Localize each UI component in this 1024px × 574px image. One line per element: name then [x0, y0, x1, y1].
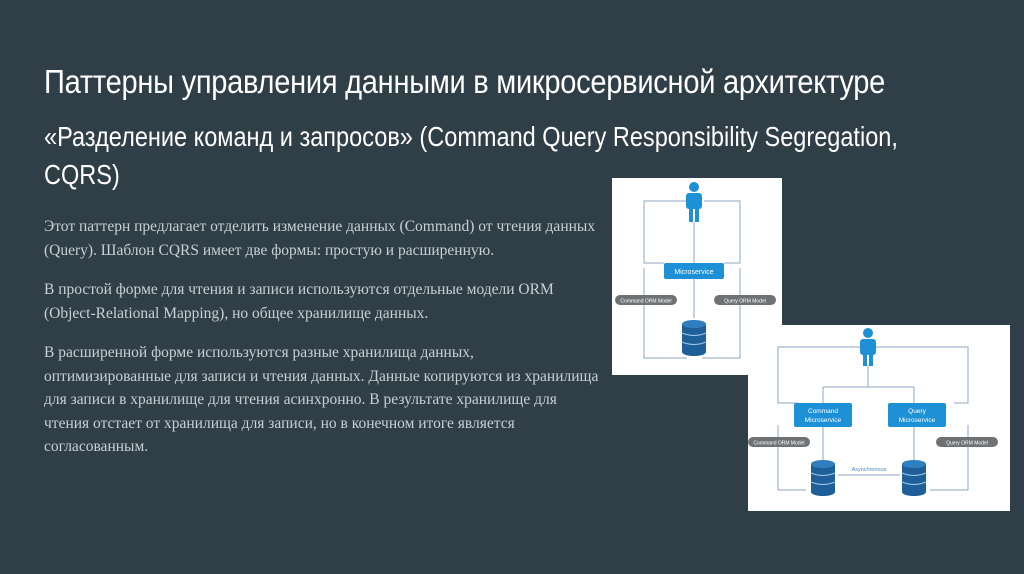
cqrs-extended-diagram: [748, 325, 1010, 511]
svg-text:Command: Command: [808, 408, 838, 415]
async-label: Asynchronous: [851, 467, 887, 473]
user-icon: [860, 328, 876, 366]
svg-text:Query ORM Model: Query ORM Model: [946, 440, 988, 447]
query-orm-pill: [936, 437, 998, 447]
svg-text:Query ORM Model: Query ORM Model: [724, 298, 766, 305]
command-orm-pill: [748, 437, 810, 447]
user-icon: [686, 182, 702, 222]
paragraph-simple-form: В простой форме для чтения и записи используются отдельные модели ORM (Object-Relational Mapping), но общее хранилище данных.: [44, 281, 554, 322]
svg-text:Microservice: Microservice: [804, 417, 842, 424]
query-microservice-box: [888, 403, 946, 427]
read-database-icon: [902, 460, 926, 496]
svg-text:Command ORM Model: Command ORM Model: [753, 440, 805, 447]
svg-text:Query: Query: [908, 408, 926, 415]
paragraph-extended-form: В расширенной форме используются разные хранилища данных, оптимизированные для записи и чтения данных. Данные копируются из хранилища для записи в хранилище для чтения асинхронно. В результате хранилище для чтения отстает от хранилища для записи, но в конечном итоге является согласованным.: [44, 344, 599, 455]
write-database-icon: [811, 460, 835, 496]
query-orm-pill: [714, 295, 776, 305]
command-microservice-box: [794, 403, 852, 427]
database-icon: [682, 320, 706, 356]
microservice-box: [664, 263, 724, 279]
command-orm-pill: [615, 295, 677, 305]
slide-title: Паттерны управления данными в микросервисной архитектуре: [44, 63, 886, 100]
slide-body: [44, 215, 604, 475]
slide-subtitle: «Разделение команд и запросов» (Command Query Responsibility Segregation, CQRS): [44, 121, 898, 190]
paragraph-intro: Этот паттерн предлагает отделить изменение данных (Command) от чтения данных (Query). Шаблон CQRS имеет две формы: простую и расширенную.: [44, 218, 596, 259]
microservice-label: Microservice: [674, 269, 714, 276]
svg-text:Command ORM Model: Command ORM Model: [620, 298, 672, 305]
svg-text:Microservice: Microservice: [898, 417, 936, 424]
